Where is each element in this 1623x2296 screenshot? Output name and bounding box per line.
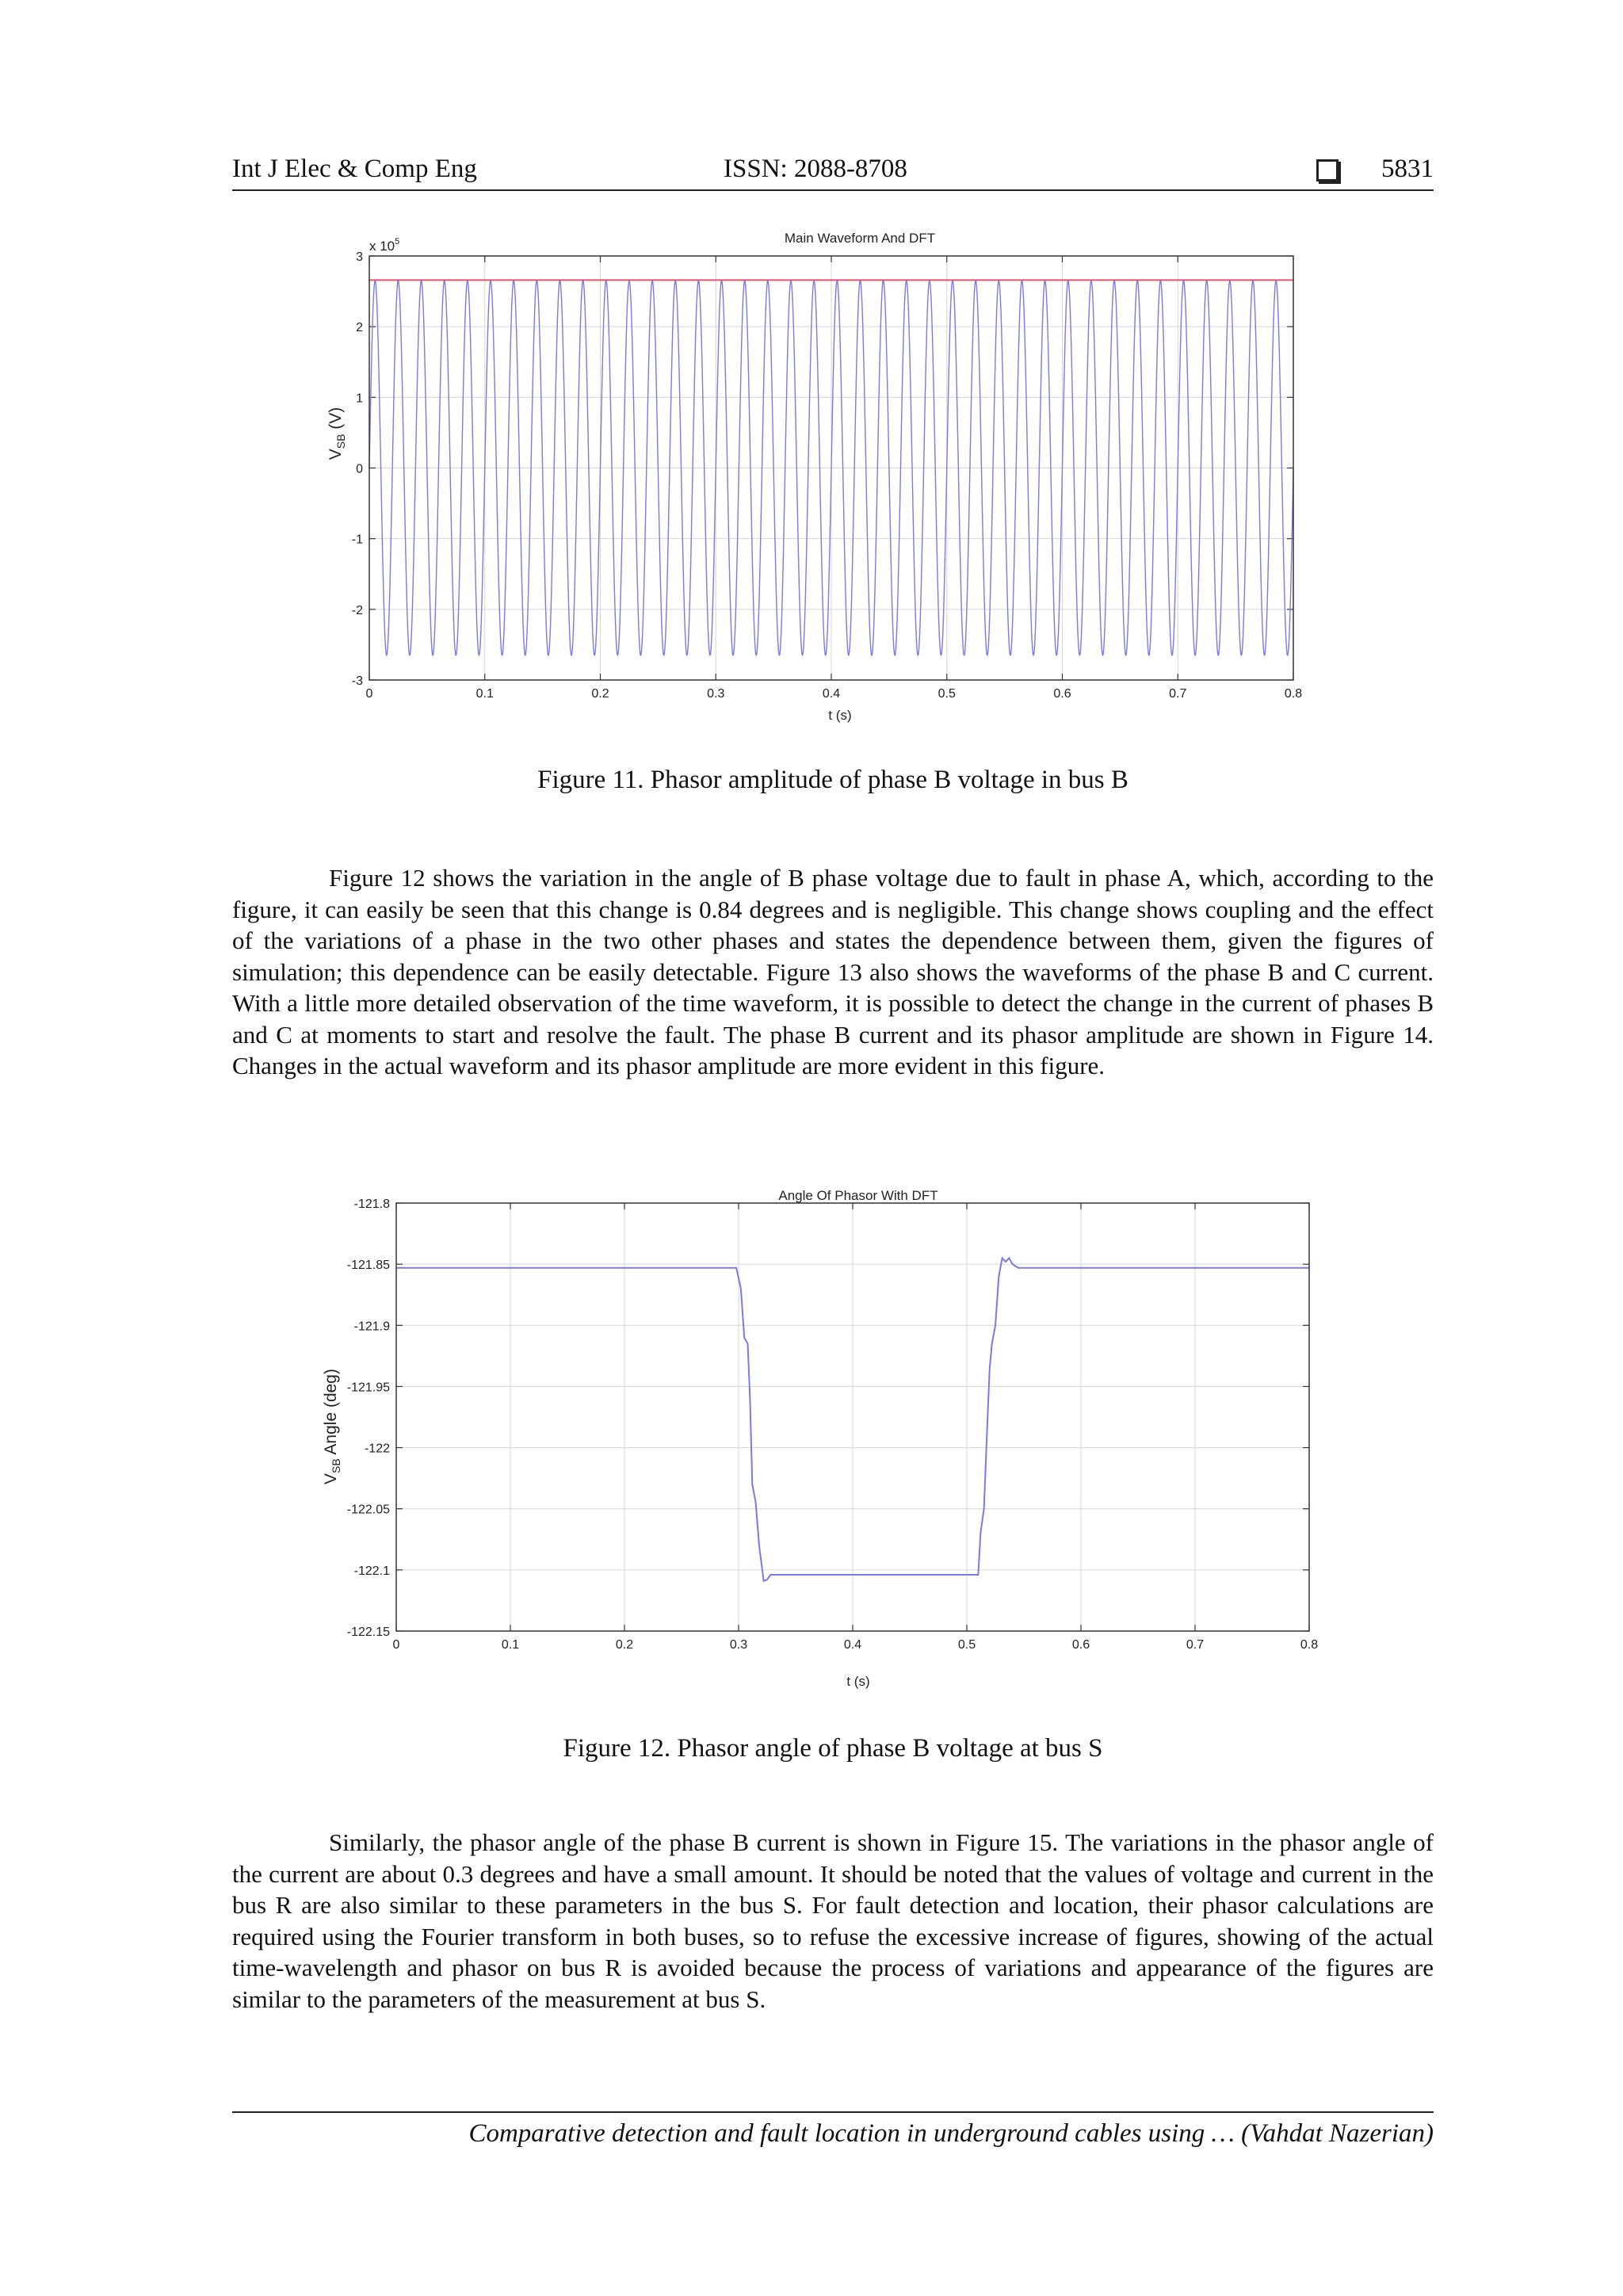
y-tick-label: -122.15 — [346, 1626, 390, 1639]
x-tick-label: 0.2 — [615, 1638, 634, 1652]
x-axis-label: t (s) — [828, 708, 852, 723]
x-tick-label: 0 — [365, 687, 373, 701]
x-tick-label: 0.6 — [1053, 687, 1071, 701]
y-tick-label: -3 — [351, 674, 363, 688]
y-exponent-label: x $10^5$ — [369, 237, 400, 254]
x-tick-label: 0.6 — [1071, 1638, 1090, 1652]
figure-11-caption: Figure 11. Phasor amplitude of phase B voltage in bus B — [537, 766, 1128, 794]
journal-name: Int J Elec & Comp Eng — [232, 155, 477, 183]
y-axis-label: $V_{SB}$ Angle (deg) — [322, 1369, 342, 1484]
y-axis-label: $V_{SB}$ (V) — [327, 407, 347, 460]
y-tick-label: -121.8 — [353, 1198, 390, 1211]
page-number: 5831 — [1381, 155, 1434, 183]
issn: ISSN: 2088-8708 — [724, 155, 907, 183]
y-tick-label: -122 — [364, 1442, 390, 1456]
x-tick-label: 0.7 — [1169, 687, 1187, 701]
x-tick-label: 0.1 — [501, 1638, 520, 1652]
y-tick-label: -122.05 — [346, 1503, 390, 1517]
x-tick-label: 0.5 — [957, 1638, 976, 1652]
y-tick-label: 3 — [356, 250, 363, 264]
y-tick-label: -121.95 — [346, 1381, 390, 1395]
x-tick-label: 0.8 — [1300, 1638, 1319, 1652]
x-tick-label: 0.7 — [1186, 1638, 1205, 1652]
x-tick-label: 0.4 — [843, 1638, 862, 1652]
y-tick-label: 0 — [356, 462, 363, 476]
square-icon — [1316, 159, 1338, 181]
x-tick-label: 0.4 — [822, 687, 841, 701]
x-tick-label: 0.2 — [591, 687, 609, 701]
chart-title: Angle Of Phasor With DFT — [778, 1188, 938, 1203]
x-tick-label: 0.1 — [475, 687, 494, 701]
y-tick-label: -2 — [351, 603, 363, 617]
x-tick-label: 0.3 — [729, 1638, 748, 1652]
y-tick-label: -121.9 — [353, 1320, 390, 1334]
chart-title: Main Waveform And DFT — [784, 231, 936, 246]
x-tick-label: 0 — [392, 1638, 400, 1652]
figure-12-chart — [317, 1181, 1339, 1696]
x-tick-label: 0.3 — [707, 687, 725, 701]
y-tick-label: -122.1 — [353, 1564, 390, 1578]
y-tick-label: -121.85 — [346, 1259, 390, 1273]
figure-11-chart — [317, 226, 1323, 733]
page-header — [232, 155, 1434, 191]
y-tick-label: 1 — [356, 392, 363, 406]
x-axis-label: t (s) — [846, 1674, 870, 1689]
figure-12-caption: Figure 12. Phasor angle of phase B voltage at bus S — [563, 1734, 1103, 1763]
body-paragraph-1: Figure 12 shows the variation in the angle of B phase voltage due to fault in phase A, which, according to the figure, it can easily be seen that this change is 0.84 degrees and is negligible. This change shows coupling and the effect of the variations of a phase in the two other phases and states the dependence between them, given the figures of simulation; this dependence can be easily detectable. Figure 13 also shows the waveforms of the phase B and C current. With a little more detailed observation of the time waveform, it is possible to detect the change in the current of phases B and C at moments to start and resolve the fault. The phase B current and its phasor amplitude are shown in Figure 14. Changes in the actual waveform and its phasor amplitude are more evident in this figure. — [232, 864, 1434, 1079]
x-tick-label: 0.8 — [1284, 687, 1303, 701]
y-tick-label: 2 — [356, 321, 363, 335]
x-tick-label: 0.5 — [938, 687, 956, 701]
page-footer: Comparative detection and fault location in underground cables using … (Vahdat Nazerian) — [232, 2111, 1434, 2149]
body-paragraph-2: Similarly, the phasor angle of the phase B current is shown in Figure 15. The variations in the phasor angle of the current are about 0.3 degrees and have a small amount. It should be noted that the values of voltage and current in the bus R are also similar to these parameters in the bus S. For fault detection and location, their phasor calculations are required using the Fourier transform in both buses, so to refuse the excessive increase of figures, showing of the actual time-wavelength and phasor on bus R is avoided because the process of variations and appearance of the figures are similar to the parameters of the measurement at bus S. — [232, 1828, 1434, 2013]
y-tick-label: -1 — [351, 533, 363, 547]
